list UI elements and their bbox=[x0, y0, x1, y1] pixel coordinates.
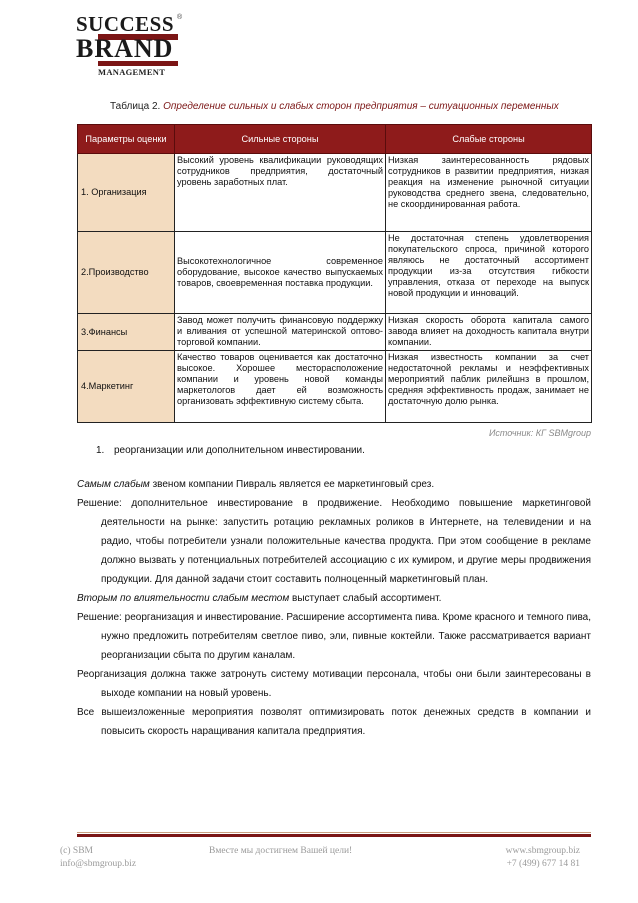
row-strong: Высокий уровень квалификации руководящих сотрудников предприятия, достаточный уровень заработных плат. bbox=[175, 154, 386, 232]
footer-website: www.sbmgroup.biz bbox=[505, 846, 580, 856]
caption-label: Таблица 2. bbox=[110, 101, 164, 112]
row-weak: Низкая известность компании за счет недостаточной рекламы и неэффективных мероприятий паблик рилейшнз в прошлом, средняя эффективность продаж, занимает не достаточную долю рынка. bbox=[386, 351, 592, 423]
logo-line2: BRAND bbox=[76, 34, 174, 63]
footer-copyright: (c) SBM bbox=[60, 846, 93, 856]
emphasis: Самым слабым bbox=[77, 479, 150, 490]
body-text bbox=[77, 475, 591, 741]
footer-left bbox=[60, 845, 136, 871]
registered-mark: ® bbox=[177, 14, 183, 21]
paragraph-solution-marketing: Решение: дополнительное инвестирование в продвижение. Необходимо повышение маркетинговой деятельности на рынке: запустить ротацию рекламных роликов в Интернете, на телевидении и на радио, чтобы потребители узнали положительные качества продукта. При этом сообщение в рекламе должно вызвать у потенциальных потребителей ассоциацию с их кумиром, и другие меры продвижения продукции. Для данной задачи стоит составить полноценный маркетинговый план. bbox=[77, 498, 591, 585]
row-weak: Не достаточная степень удовлетворения покупательского спроса, причиной которого являюсь не достаточный ассортимент продукции из-за отсутствия гибкости управления, отказа от переходе на выпуск новой продукции и инноваций. bbox=[386, 232, 592, 314]
paragraph-text: звеном компании Пивраль является ее маркетинговый срез. bbox=[149, 479, 435, 490]
swot-table bbox=[77, 124, 592, 423]
footer-right bbox=[506, 845, 580, 871]
table-row bbox=[78, 314, 592, 351]
row-param: 4.Маркетинг bbox=[78, 351, 175, 423]
emphasis: Вторым по влиятельности слабым местом bbox=[77, 593, 290, 604]
row-param: 3.Финансы bbox=[78, 314, 175, 351]
list-item-number: 1. bbox=[96, 445, 105, 456]
list-item bbox=[96, 445, 365, 456]
caption-title: Определение сильных и слабых сторон предприятия – ситуационных переменных bbox=[163, 101, 559, 112]
row-strong: Качество товаров оценивается как достаточно высокое. Хорошее месторасположение компании и уровень новой команды маркетологов дает ей возможность организовать эффективную систему сбыта. bbox=[175, 351, 386, 423]
paragraph-solution-assortment: Решение: реорганизация и инвестирование. Расширение ассортимента пива. Кроме красного и темного пива, нужно предложить потребителям светлое пиво, эли, пивные коктейли. Также рассматривается вариант реорганизации сбыта по другим каналам. bbox=[77, 612, 591, 661]
row-strong: Высокотехнологичное современное оборудование, высокое качество выпускаемых товаров, своевременная поставка продукции. bbox=[175, 232, 386, 314]
logo-line1: SUCCESS bbox=[76, 12, 175, 36]
paragraph-text: выступает слабый ассортимент. bbox=[289, 593, 442, 604]
company-logo bbox=[76, 12, 186, 78]
footer-slogan: Вместе мы достигнем Вашей цели! bbox=[209, 846, 353, 856]
table-row bbox=[78, 154, 592, 232]
table-row bbox=[78, 232, 592, 314]
paragraph-weakest-link bbox=[77, 475, 591, 494]
header-strong: Сильные стороны bbox=[175, 125, 386, 154]
footer-divider-bar bbox=[77, 834, 591, 837]
table-caption bbox=[110, 101, 559, 112]
paragraph-second-weakness bbox=[77, 589, 591, 608]
footer-divider bbox=[77, 832, 591, 833]
logo-line3: MANAGEMENT bbox=[98, 67, 166, 77]
footer-phone: +7 (499) 677 14 81 bbox=[506, 859, 580, 869]
row-weak: Низкая заинтересованность рядовых сотрудников в развитии предприятия, низкая реакция на изменение рыночной ситуации руководства среднего звена, следовательно, не скоординированная работа. bbox=[386, 154, 592, 232]
row-param: 2.Производство bbox=[78, 232, 175, 314]
header-params: Параметры оценки bbox=[78, 125, 175, 154]
table-source: Источник: КГ SBMgroup bbox=[488, 428, 591, 438]
row-strong: Завод может получить финансовую поддержку и вливания от успешной материнской оптово-торговой компании. bbox=[175, 314, 386, 351]
list-item-text: реорганизации или дополнительном инвестировании. bbox=[114, 445, 365, 456]
table-header-row bbox=[78, 125, 592, 154]
paragraph-conclusion: Все вышеизложенные мероприятия позволят оптимизировать поток денежных средств в компании и повысить скорость наращивания капитала предприятия. bbox=[77, 707, 591, 737]
footer-email: info@sbmgroup.biz bbox=[60, 859, 137, 869]
paragraph-reorganization: Реорганизация должна также затронуть систему мотивации персонала, чтобы они были заинтересованы в выходе компании на новый уровень. bbox=[77, 669, 591, 699]
header-weak: Слабые стороны bbox=[386, 125, 592, 154]
table-row bbox=[78, 351, 592, 423]
row-weak: Низкая скорость оборота капитала самого завода влияет на доходность капитала внутри компании. bbox=[386, 314, 592, 351]
row-param: 1. Организация bbox=[78, 154, 175, 232]
